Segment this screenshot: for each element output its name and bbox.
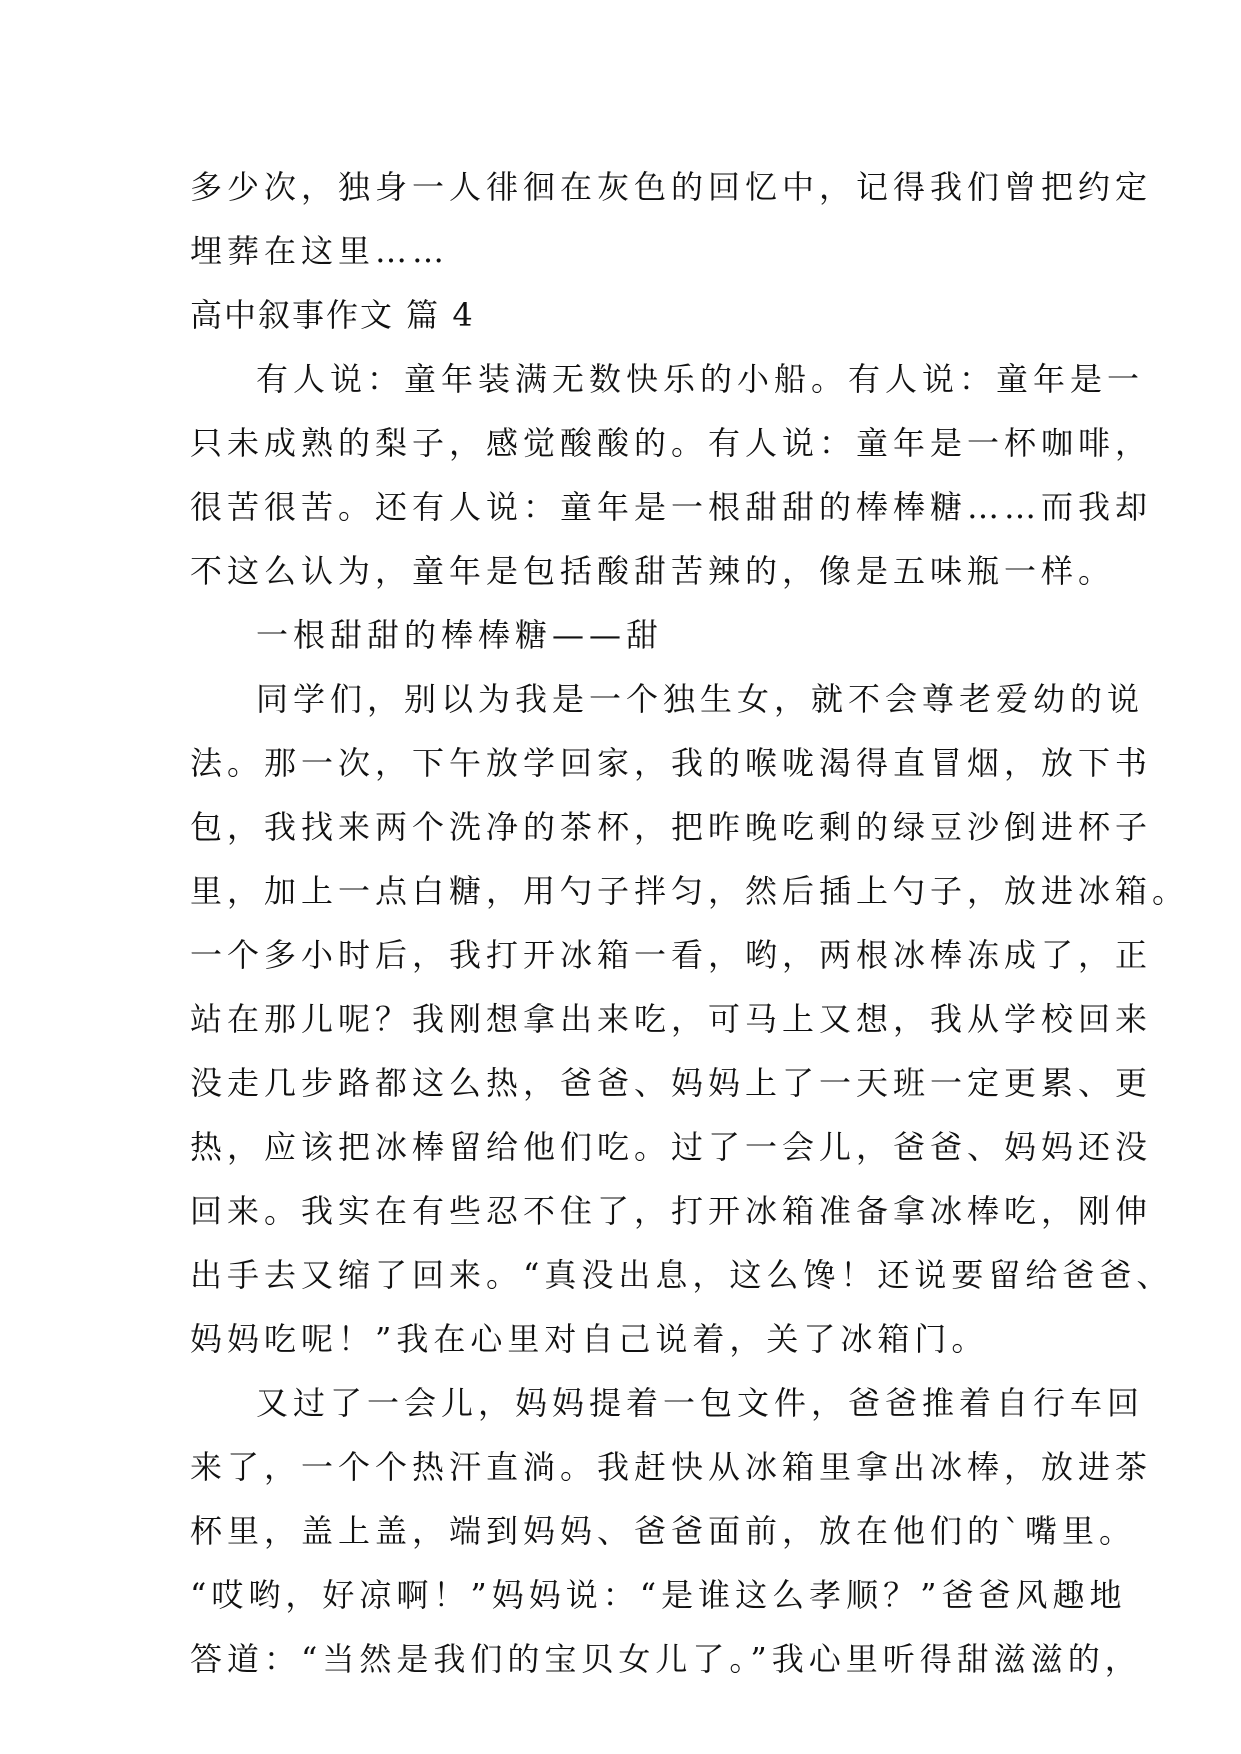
section-heading: 高中叙事作文 篇 4 bbox=[190, 296, 475, 334]
text-line: 很苦很苦。还有人说：童年是一根甜甜的棒棒糖……而我却 bbox=[190, 488, 1153, 526]
paragraph-start-line: 又过了一会儿，妈妈提着一包文件，爸爸推着自行车回 bbox=[256, 1384, 1145, 1422]
text-line: 答道：“当然是我们的宝贝女儿了。”我心里听得甜滋滋的， bbox=[190, 1640, 1142, 1678]
text-line: 站在那儿呢？我刚想拿出来吃，可马上又想，我从学校回来 bbox=[190, 1000, 1153, 1038]
paragraph-start-line: 有人说：童年装满无数快乐的小船。有人说：童年是一 bbox=[256, 360, 1145, 398]
text-line: 里，加上一点白糖，用勺子拌匀，然后插上勺子，放进冰箱。 bbox=[190, 872, 1190, 910]
text-line: 来了，一个个热汗直淌。我赶快从冰箱里拿出冰棒，放进茶 bbox=[190, 1448, 1153, 1486]
text-line: 只未成熟的梨子，感觉酸酸的。有人说：童年是一杯咖啡， bbox=[190, 424, 1153, 462]
text-line: 杯里，盖上盖，端到妈妈、爸爸面前，放在他们的`嘴里。 bbox=[190, 1512, 1137, 1550]
text-line: 埋葬在这里…… bbox=[190, 232, 450, 270]
text-line: 一个多小时后，我打开冰箱一看，哟，两根冰棒冻成了，正 bbox=[190, 936, 1153, 974]
text-line: 出手去又缩了回来。“真没出息，这么馋！还说要留给爸爸、 bbox=[190, 1256, 1174, 1294]
text-line: 不这么认为，童年是包括酸甜苦辣的，像是五味瓶一样。 bbox=[190, 552, 1116, 590]
subheading-line: 一根甜甜的棒棒糖——甜 bbox=[256, 616, 664, 654]
text-line: 没走几步路都这么热，爸爸、妈妈上了一天班一定更累、更 bbox=[190, 1064, 1153, 1102]
text-line: “哎哟，好凉啊！”妈妈说：“是谁这么孝顺？”爸爸风趣地 bbox=[190, 1576, 1127, 1614]
document-body bbox=[190, 155, 1190, 1691]
text-line: 多少次，独身一人徘徊在灰色的回忆中，记得我们曾把约定 bbox=[190, 168, 1153, 206]
text-line: 妈妈吃呢！”我在心里对自己说着，关了冰箱门。 bbox=[190, 1320, 989, 1358]
text-line: 回来。我实在有些忍不住了，打开冰箱准备拿冰棒吃，刚伸 bbox=[190, 1192, 1153, 1230]
text-line: 法。那一次，下午放学回家，我的喉咙渴得直冒烟，放下书 bbox=[190, 744, 1153, 782]
text-line: 包，我找来两个洗净的茶杯，把昨晚吃剩的绿豆沙倒进杯子 bbox=[190, 808, 1153, 846]
paragraph-start-line: 同学们，别以为我是一个独生女，就不会尊老爱幼的说 bbox=[256, 680, 1145, 718]
text-line: 热，应该把冰棒留给他们吃。过了一会儿，爸爸、妈妈还没 bbox=[190, 1128, 1153, 1166]
